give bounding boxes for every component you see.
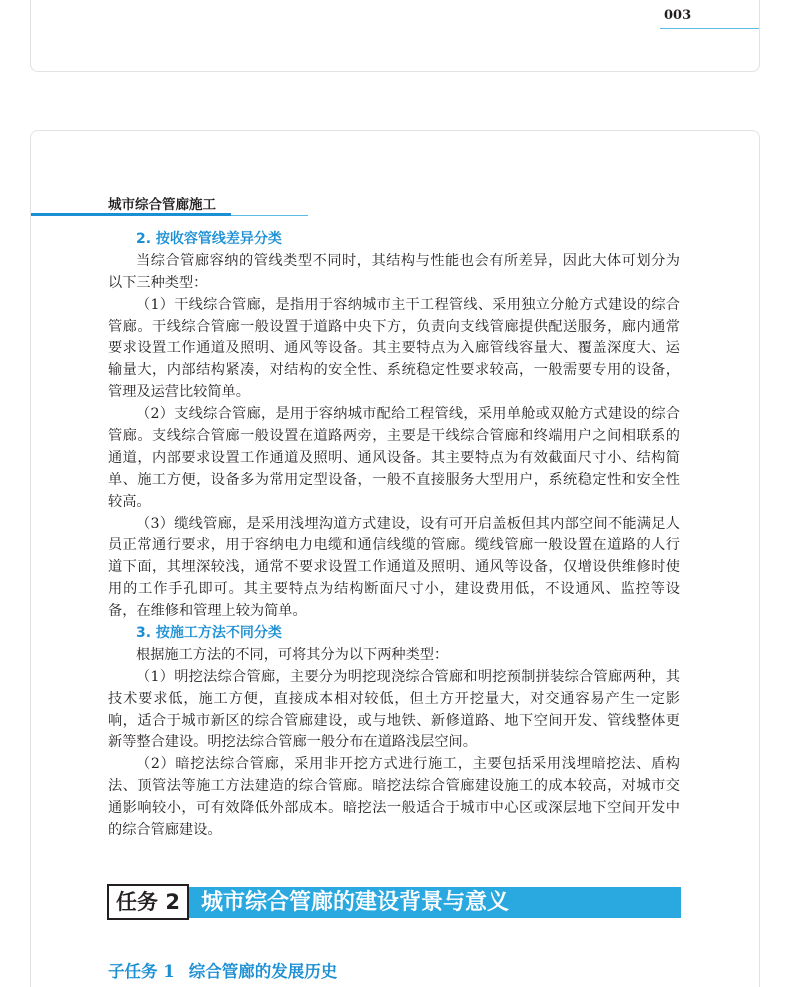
paragraph: [108, 645, 680, 667]
section-heading: 3. 按施工方法不同分类: [136, 625, 282, 642]
header-rule-accent: [31, 213, 231, 216]
paragraph-line: 当综合管廊容纳的管线类型不同时，其结构与性能也会有所差异，因此大体可划分为: [136, 252, 680, 269]
paragraph-line: 技术要求低，施工方便，直接成本相对较低，但土方开挖量大，对交通容易产生一定影: [108, 690, 680, 707]
paragraph-line: 通道，内部要求设置工作通道及照明、通风设备。其主要特点为有效截面尺寸小、结构简: [108, 449, 680, 466]
subtask-title: 综合管廊的发展历史: [188, 962, 338, 981]
paragraph: [108, 295, 680, 404]
paragraph: [108, 404, 680, 513]
subtask-label: 子任务 1: [108, 962, 175, 981]
paragraph-line: 用的工作手孔即可。其主要特点为结构断面尺寸小，建设费用低，不设通风、监控等设: [108, 581, 680, 598]
paragraph-line: 以下三种类型：: [108, 274, 208, 291]
paragraph-line: 管理及运营比较简单。: [108, 384, 250, 401]
paragraph: [108, 754, 680, 842]
task-banner: [107, 884, 681, 920]
paragraph-line: （2）暗挖法综合管廊，采用非开挖方式进行施工，主要包括采用浅埋暗挖法、盾构: [136, 756, 680, 773]
paragraph-line: 道下面，其埋深较浅，通常不要求设置工作通道及照明、通风等设备，仅增设供维修时使: [108, 559, 680, 576]
paragraph-line: 管廊。支线综合管廊一般设置在道路两旁，主要是干线综合管廊和终端用户之间相联系的: [108, 428, 680, 445]
paragraph: [108, 667, 680, 755]
page-number: 003: [664, 8, 692, 23]
section-heading: 2. 按收容管线差异分类: [136, 231, 282, 247]
paragraph-line: 较高。: [108, 493, 151, 510]
body-text: [108, 229, 680, 842]
paragraph-line: 要求设置工作通道及照明、通风等设备。其主要特点为入廊管线容量大、覆盖深度大、运: [108, 340, 680, 357]
current-page: [30, 130, 760, 987]
previous-page: [30, 0, 760, 72]
page-number-rule: [660, 28, 759, 29]
paragraph-line: 单、施工方便，设备多为常用定型设备，一般不直接服务大型用户，系统稳定性和安全性: [108, 471, 680, 488]
paragraph-line: 响，适合于城市新区的综合管廊建设，或与地铁、新修道路、地下空间开发、管线整体更: [108, 712, 680, 729]
paragraph-line: 法、顶管法等施工方法建造的综合管廊。暗挖法综合管廊建设施工的成本较高，对城市交: [108, 778, 680, 795]
paragraph-line: （1）干线综合管廊，是指用于容纳城市主干工程管线、采用独立分舱方式建设的综合: [136, 296, 680, 313]
paragraph-line: （3）缆线管廊，是采用浅埋沟道方式建设，设有可开启盖板但其内部空间不能满足人: [136, 515, 680, 532]
paragraph-line: 备，在维修和管理上较为简单。: [108, 603, 307, 620]
paragraph-line: 管廊。干线综合管廊一般设置于道路中央下方，负责向支线管廊提供配送服务，廊内通常: [108, 318, 680, 335]
running-header: 城市综合管廊施工: [108, 197, 216, 213]
paragraph-line: 的综合管廊建设。: [108, 822, 222, 839]
paragraph: [108, 251, 680, 295]
paragraph-line: 通影响较小，可有效降低外部成本。暗挖法一般适合于城市中心区或深层地下空间开发中: [108, 800, 680, 817]
paragraph-line: 员正常通行要求，用于容纳电力电缆和通信线缆的管廊。缆线管廊一般设置在道路的人行: [108, 537, 680, 554]
task-title: 城市综合管廊的建设背景与意义: [189, 887, 681, 918]
paragraph-line: （2）支线综合管廊，是用于容纳城市配给工程管线，采用单舱或双舱方式建设的综合: [136, 406, 680, 423]
paragraph-line: （1）明挖法综合管廊，主要分为明挖现浇综合管廊和明挖预制拼装综合管廊两种，其: [136, 668, 680, 685]
task-label: 任务 2: [107, 884, 189, 920]
paragraph-line: 新等整合建设。明挖法综合管廊一般分布在道路浅层空间。: [108, 734, 477, 751]
subtask-heading: [108, 962, 337, 982]
paragraph-line: 根据施工方法的不同，可将其分为以下两种类型：: [136, 646, 449, 663]
paragraph: [108, 514, 680, 623]
paragraph-line: 输量大，内部结构紧凑，对结构的安全性、系统稳定性要求较高，一般需要专用的设备，: [108, 362, 680, 379]
